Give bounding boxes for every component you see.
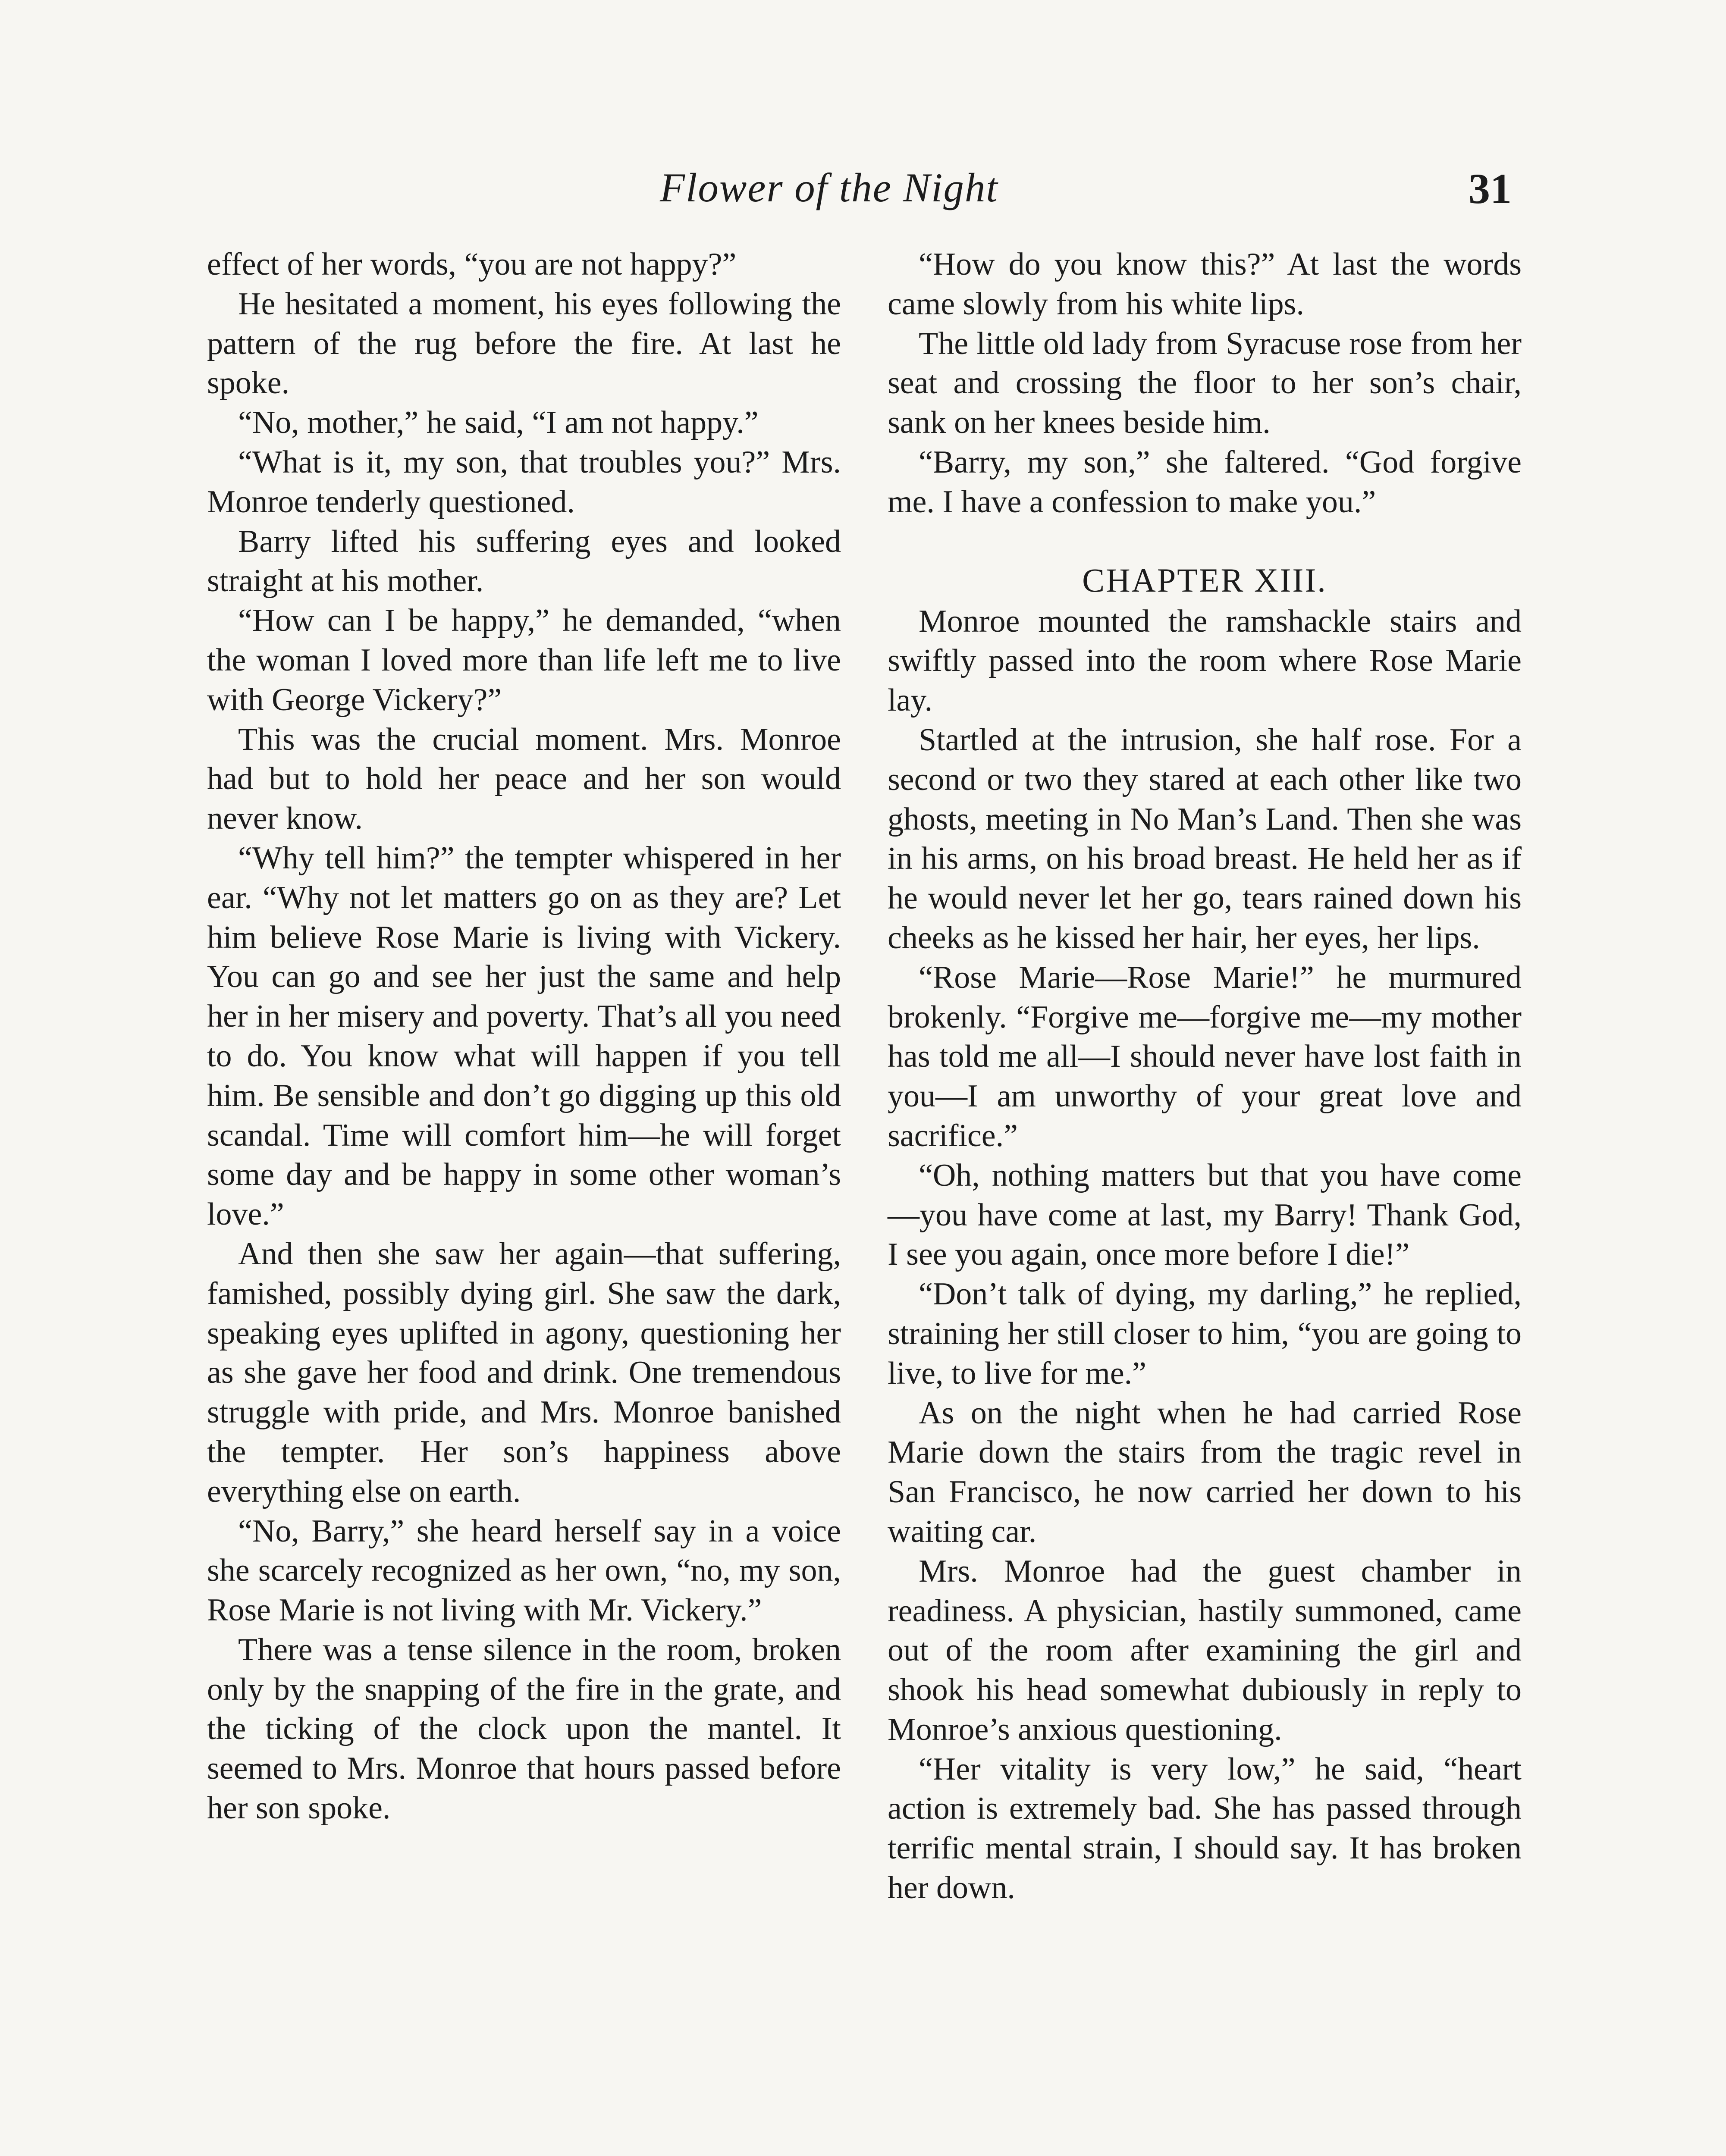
paragraph: There was a tense silence in the room, broken only by the snapping of the fire in the grate, and the ticking of the clock upon the mantel. It seemed to Mrs. Monroe that hours passed before her son spoke. — [207, 1632, 841, 1826]
paragraph: Barry lifted his suffering eyes and looked straight at his mother. — [207, 523, 841, 599]
running-title: Flower of the Night — [660, 165, 998, 210]
paragraph: “Rose Marie—Rose Marie!” he murmured brokenly. “Forgive me—forgive me—my mother has told me all—I should never have lost faith in you—I am unworthy of your great love and sacrifice.” — [888, 959, 1522, 1153]
page-number: 31 — [1469, 165, 1512, 213]
left-column — [207, 245, 841, 1828]
paragraph: “Why tell him?” the tempter whispered in her ear. “Why not let matters go on as they are? Let him believe Rose Marie is living with Vickery. You can go and see her just the same and help her in her misery and poverty. That’s all you need to do. You know what will happen if you tell him. Be sensible and don’t go digging up this old scandal. Time will comfort him—he will forget some day and be happy in some other woman’s love.” — [207, 840, 841, 1232]
paragraph: Monroe mounted the ramshackle stairs and swiftly passed into the room where Rose Marie lay. — [888, 603, 1522, 718]
paragraph: As on the night when he had carried Rose Marie down the stairs from the tragic revel in San Francisco, he now carried her down to his waiting car. — [888, 1395, 1522, 1549]
paragraph: This was the crucial moment. Mrs. Monroe had but to hold her peace and her son would never know. — [207, 721, 841, 837]
chapter-heading: CHAPTER XIII. — [1082, 561, 1327, 599]
paragraph: The little old lady from Syracuse rose from her seat and crossing the floor to her son’s chair, sank on her knees beside him. — [888, 326, 1522, 441]
paragraph: Mrs. Monroe had the guest chamber in readiness. A physician, hastily summoned, came out of the room after examining the girl and shook his head somewhat dubiously in reply to Monroe’s anxious questioning. — [888, 1553, 1522, 1747]
paragraph: Startled at the intrusion, she half rose. For a second or two they stared at each other like two ghosts, meeting in No Man’s Land. Then she was in his arms, on his broad breast. He held her as if he would never let her go, tears rained down his cheeks as he kissed her hair, her eyes, her lips. — [888, 722, 1522, 956]
paragraph: “How do you know this?” At last the words came slowly from his white lips. — [888, 247, 1522, 322]
paragraph: “No, Barry,” she heard herself say in a voice she scarcely recognized as her own, “no, my son, Rose Marie is not living with Mr. Vickery.” — [207, 1513, 841, 1628]
paragraph: effect of her words, “you are not happy?” — [207, 247, 737, 282]
paragraph: “Oh, nothing matters but that you have come—you have come at last, my Barry! Thank God, I see you again, once more before I die!” — [888, 1157, 1522, 1272]
right-column — [888, 245, 1522, 1908]
paragraph: “No, mother,” he said, “I am not happy.” — [238, 405, 759, 441]
paragraph: “Don’t talk of dying, my darling,” he replied, straining her still closer to him, “you are going to live, to live for me.” — [888, 1276, 1522, 1391]
paragraph: “How can I be happy,” he demanded, “when the woman I loved more than life left me to live with George Vickery?” — [207, 603, 841, 718]
page-header — [0, 164, 1726, 233]
paragraph: And then she saw her again—that suffering, famished, possibly dying girl. She saw the dark, speaking eyes uplifted in agony, questioning her as she gave her food and drink. One tremendous struggle with pride, and Mrs. Monroe banished the tempter. Her son’s happiness above everything else on earth. — [207, 1236, 841, 1509]
paragraph: He hesitated a moment, his eyes following the pattern of the rug before the fire. At last he spoke. — [207, 286, 841, 401]
paragraph: “What is it, my son, that troubles you?” Mrs. Monroe tenderly questioned. — [207, 444, 841, 520]
paragraph: “Her vitality is very low,” he said, “heart action is extremely bad. She has passed through terrific mental strain, I should say. It has broken her down. — [888, 1751, 1522, 1906]
paragraph: “Barry, my son,” she faltered. “God forgive me. I have a confession to make you.” — [888, 444, 1522, 520]
